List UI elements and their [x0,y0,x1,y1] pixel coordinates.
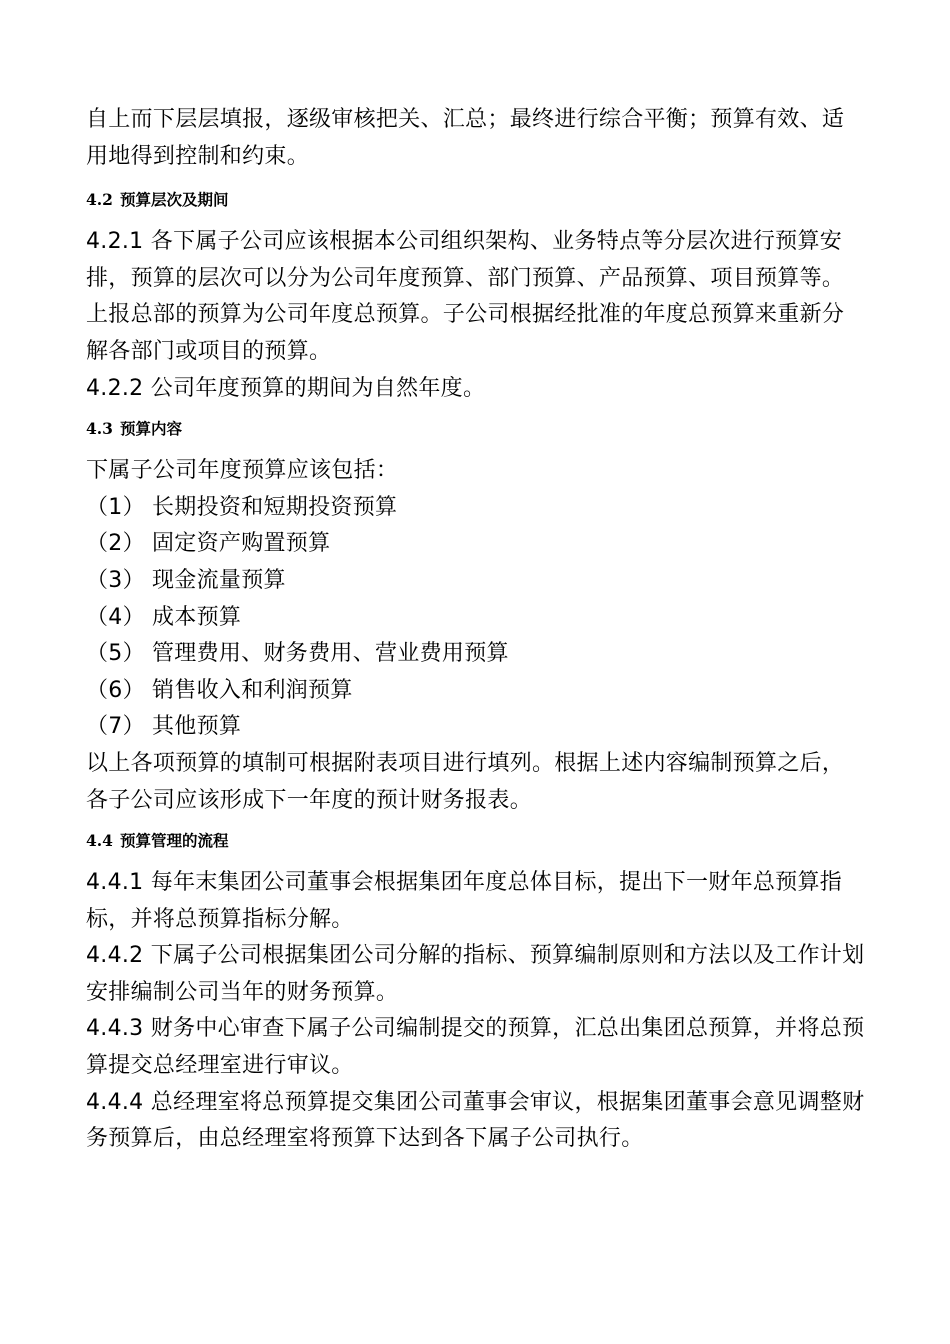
section-heading-4-2 [86,190,866,210]
intro-paragraph: 自上而下层层填报，逐级审核把关、汇总；最终进行综合平衡；预算有效、适用地得到控制和约束。 [86,107,845,169]
list-marker: （5） [86,641,145,667]
paragraph-4-4-1: 4.4.1 每年末集团公司董事会根据集团年度总体目标，提出下一财年总预算指标，并将总预算指标分解。 [86,870,843,932]
section-number: 4.2 [86,190,113,210]
paragraph-4-2-2: 4.2.2 公司年度预算的期间为自然年度。 [86,375,486,401]
section-heading-4-4 [86,831,866,851]
section-title: 预算管理的流程 [120,831,229,851]
list-item-text: 长期投资和短期投资预算 [152,494,398,520]
list-item-text: 现金流量预算 [152,567,286,593]
section-number: 4.4 [86,831,113,851]
list-marker: （6） [86,677,145,703]
list-item [86,636,866,673]
section-title: 预算内容 [120,419,183,439]
list-marker: （2） [86,531,145,557]
list-item [86,709,866,746]
section-number: 4.3 [86,419,113,439]
budget-content-list [86,490,866,746]
paragraph-4-4-3: 4.4.3 财务中心审查下属子公司编制提交的预算，汇总出集团总预算，并将总预算提交总经理室进行审议。 [86,1016,865,1079]
list-item-text: 成本预算 [152,604,242,630]
list-item-text: 管理费用、财务费用、营业费用预算 [152,641,509,667]
list-item [86,490,866,527]
paragraph-4-2-1: 4.2.1 各下属子公司应该根据本公司组织架构、业务特点等分层次进行预算安排，预算的层次可以分为公司年度预算、部门预算、产品预算、项目预算等。上报总部的预算为公司年度总预算。子公司根据经批准的年度总预算来重新分解各部门或项目的预算。 [86,229,845,364]
list-item [86,673,866,710]
list-item [86,563,866,600]
section-title: 预算层次及期间 [120,190,229,210]
list-marker: （3） [86,567,145,593]
list-item-text: 固定资产购置预算 [152,531,331,557]
paragraph-4-4-2: 4.4.2 下属子公司根据集团公司分解的指标、预算编制原则和方法以及工作计划安排编制公司当年的财务预算。 [86,943,865,1005]
list-marker: （1） [86,494,145,520]
list-item [86,600,866,637]
section-heading-4-3 [86,419,866,439]
list-item-text: 其他预算 [152,714,242,740]
document-page [86,102,866,1158]
budget-content-closing: 以上各项预算的填制可根据附表项目进行填列。根据上述内容编制预算之后，各子公司应该形成下一年度的预计财务报表。 [86,750,845,813]
budget-content-lead: 下属子公司年度预算应该包括： [86,458,399,484]
list-marker: （7） [86,714,145,740]
list-marker: （4） [86,604,145,630]
list-item [86,526,866,563]
paragraph-4-4-4: 4.4.4 总经理室将总预算提交集团公司董事会审议，根据集团董事会意见调整财务预算后，由总经理室将预算下达到各下属子公司执行。 [86,1089,865,1152]
list-item-text: 销售收入和利润预算 [152,677,353,703]
